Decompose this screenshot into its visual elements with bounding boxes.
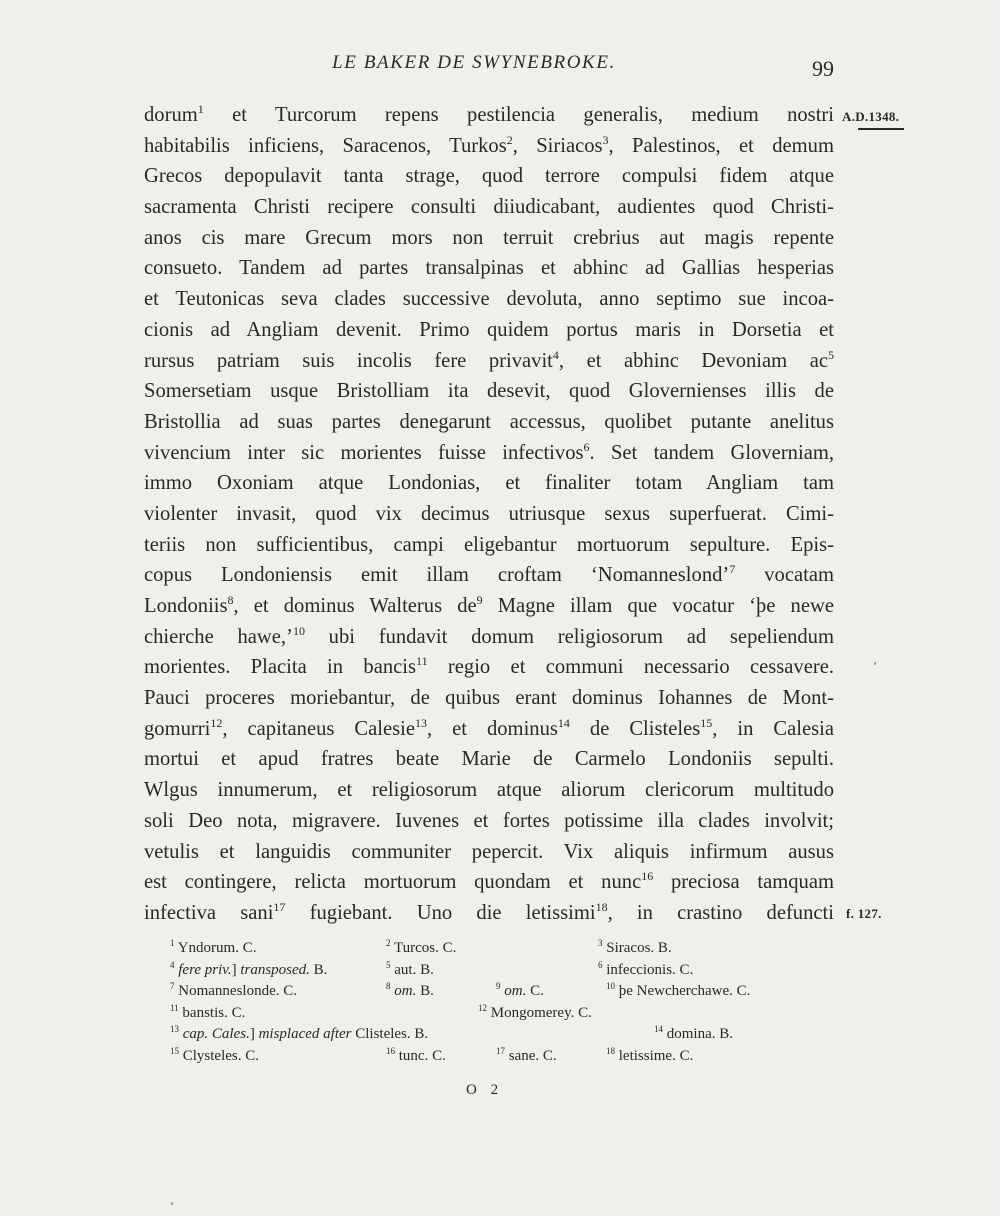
- text-line: [144, 898, 834, 929]
- text-line: [144, 683, 834, 714]
- text-line: [144, 438, 834, 469]
- text-segment: vocatam: [735, 564, 834, 587]
- footnote-text: ]: [231, 961, 241, 978]
- text-segment: preciosa tamquam: [653, 871, 835, 894]
- text-line: [144, 223, 834, 254]
- footnote-text: domina. B.: [663, 1026, 733, 1043]
- text-segment: infectiva sani: [144, 901, 274, 924]
- margin-folio-note: f. 127.: [846, 906, 882, 921]
- text-segment: anos cis mare Grecum mors non terruit crebrius aut magis repente: [144, 226, 834, 249]
- footnote-number: 18: [606, 1045, 615, 1056]
- footnote-ref: 12: [210, 715, 223, 730]
- footnote-text: Siracos. B.: [602, 940, 672, 956]
- text-line: [144, 744, 834, 775]
- footnote-ref: 13: [415, 715, 427, 730]
- text-segment: vetulis et languidis communiter pepercit. Vix aliquis infirmum ausus: [144, 840, 834, 863]
- footnote-row: [170, 1024, 810, 1046]
- text-line: [144, 100, 834, 131]
- text-segment: Wlgus innumerum, et religiosorum atque aliorum clericorum multitudo: [144, 779, 834, 802]
- footnote-number: 6: [598, 959, 603, 970]
- footnote: [598, 938, 672, 960]
- footnote-ref: 14: [557, 715, 570, 730]
- footnote-ref: 3: [602, 132, 609, 147]
- footnote-text: sane. C.: [505, 1047, 557, 1064]
- footnote-number: 4: [170, 959, 175, 970]
- text-segment: Londoniis: [144, 595, 228, 617]
- footnote-ref: 9: [476, 593, 483, 608]
- footnote-number: 13: [170, 1024, 179, 1035]
- text-segment: cionis ad Angliam devenit. Primo quidem portus maris in Dorsetia et: [144, 318, 834, 341]
- text-line: [144, 284, 834, 315]
- footnote: [170, 981, 297, 1003]
- page-number: 99: [812, 56, 834, 81]
- text-segment: fugiebant. Uno die letissimi: [285, 901, 596, 924]
- footnote-text: Nomanneslonde. C.: [174, 983, 297, 1000]
- footnote-text: B.: [309, 961, 328, 978]
- text-line: [144, 652, 834, 683]
- text-segment: ubi fundavit domum religiosorum ad sepeliendum: [304, 625, 834, 648]
- footnote-text: Clysteles. C.: [179, 1047, 260, 1064]
- footnote: [478, 1003, 592, 1025]
- footnote-text: Turcos. C.: [390, 940, 457, 956]
- margin-date-note: A.D.1348.: [842, 109, 900, 124]
- text-line: [144, 591, 834, 622]
- text-segment: morientes. Placita in bancis: [144, 656, 417, 679]
- text-line: [144, 161, 834, 192]
- text-segment: Grecos depopulavit tanta strage, quod terrore compulsi fidem atque: [144, 165, 834, 188]
- text-segment: Magne illam que vocatur ‘þe newe: [482, 595, 834, 617]
- text-segment: rursus patriam suis incolis fere privavit: [144, 349, 553, 372]
- footnote: [386, 960, 434, 982]
- text-segment: , et dominus Walterus de: [233, 595, 477, 617]
- footnote-ref: 17: [273, 900, 286, 915]
- text-line: [144, 867, 834, 898]
- footnote: [496, 981, 544, 1003]
- footnote-ref: 15: [700, 715, 713, 730]
- footnote: [496, 1046, 557, 1068]
- text-segment: habitabilis inficiens, Saracenos, Turkos: [144, 134, 507, 157]
- footnote-number: 8: [386, 981, 391, 992]
- text-line: [144, 376, 834, 407]
- footnote-italic-text: om.: [390, 983, 417, 1000]
- signature-mark: O 2: [466, 1082, 504, 1098]
- footnote: [170, 1024, 428, 1046]
- footnote-number: 9: [496, 981, 501, 992]
- text-line: [144, 346, 834, 377]
- text-segment: dorum: [144, 104, 198, 126]
- footnote: [606, 981, 750, 1003]
- text-line: [144, 837, 834, 868]
- footnote-number: 17: [496, 1045, 505, 1056]
- footnote-number: 7: [170, 981, 175, 992]
- footnote-number: 2: [386, 938, 391, 948]
- text-segment: Pauci proceres moriebantur, de quibus erant dominus Iohannes de Mont-: [144, 687, 834, 710]
- text-segment: , Palestinos, et demum: [608, 134, 834, 157]
- footnote: [606, 1046, 693, 1068]
- footnote-text: C.: [526, 983, 544, 1000]
- text-segment: mortui et apud fratres beate Marie de Carmelo Londoniis sepulti.: [144, 748, 834, 771]
- footnote-text: letissime. C.: [615, 1047, 694, 1064]
- footnote-text: aut. B.: [390, 961, 434, 978]
- text-segment: gomurri: [144, 717, 211, 740]
- text-line: [144, 192, 834, 223]
- text-segment: , Siriacos: [512, 134, 603, 157]
- text-segment: . Set tandem Gloverniam,: [589, 441, 835, 464]
- footnote-number: 1: [170, 938, 175, 948]
- text-line: [144, 131, 834, 162]
- text-line: [144, 714, 834, 745]
- text-segment: et Teutonicas seva clades successive devoluta, anno septimo sue incoa-: [144, 288, 834, 311]
- footnote-text: B.: [416, 983, 434, 1000]
- footnote-number: 16: [386, 1045, 395, 1056]
- text-segment: , et dominus: [427, 717, 558, 740]
- text-segment: , et abhinc Devoniam ac: [558, 349, 828, 372]
- footnote-text: ]: [249, 1026, 259, 1043]
- text-line: [144, 806, 834, 837]
- footnote-italic-text: cap. Cales.: [179, 1026, 250, 1043]
- footnote-ref: 10: [292, 623, 305, 638]
- footnote-row: [170, 1003, 810, 1025]
- text-segment: teriis non sufficientibus, campi eligebantur mortuorum sepulture. Epis-: [144, 533, 834, 556]
- text-segment: , capitaneus Calesie: [222, 717, 415, 740]
- footnote-ref: 6: [583, 439, 590, 454]
- paper-speck: [874, 662, 876, 665]
- running-title: LE BAKER DE SWYNEBROKE.: [332, 52, 616, 73]
- footnote: [386, 981, 434, 1003]
- footnote: [170, 1003, 245, 1025]
- footnote: [386, 938, 456, 960]
- footnote-ref: 16: [641, 869, 654, 884]
- footnote-number: 10: [606, 981, 615, 992]
- text-segment: consueto. Tandem ad partes transalpinas et abhinc ad Gallias hesperias: [144, 257, 834, 280]
- footnote: [170, 960, 327, 982]
- footnote: [170, 938, 256, 960]
- footnote-ref: 11: [416, 654, 428, 669]
- footnote-number: 14: [654, 1024, 663, 1035]
- text-segment: et Turcorum repens pestilencia generalis, medium nostri: [203, 104, 834, 126]
- footnote-italic-text: om.: [500, 983, 527, 1000]
- footnote: [170, 1046, 259, 1068]
- text-line: [144, 622, 834, 653]
- footnote: [386, 1046, 446, 1068]
- footnote-number: 12: [478, 1002, 487, 1013]
- footnote-row: [170, 1046, 810, 1068]
- footnotes: [170, 938, 810, 1068]
- text-line: [144, 775, 834, 806]
- body-text: [144, 100, 834, 929]
- running-head: [144, 50, 834, 84]
- footnote-italic-text: misplaced after: [258, 1026, 352, 1043]
- footnote-italic-text: transposed.: [240, 961, 310, 978]
- footnote-text: tunc. C.: [395, 1047, 446, 1064]
- footnote-row: [170, 981, 810, 1003]
- text-segment: Bristollia ad suas partes denegarunt accessus, quolibet putante anelitus: [144, 410, 834, 433]
- footnote-ref: 5: [828, 347, 834, 362]
- text-segment: sacramenta Christi recipere consulti diiudicabant, audientes quod Christi-: [144, 196, 834, 219]
- footnote-ref: 7: [729, 562, 736, 577]
- footnote-text: þe Newcherchawe. C.: [615, 983, 751, 1000]
- text-segment: vivencium inter sic morientes fuisse infectivos: [144, 441, 584, 464]
- text-segment: immo Oxoniam atque Londonias, et finaliter totam Angliam tam: [144, 472, 834, 495]
- footnote-row: [170, 938, 810, 960]
- text-line: [144, 407, 834, 438]
- footnote-number: 15: [170, 1045, 179, 1056]
- footnote-text: banstis. C.: [178, 1004, 246, 1021]
- footnote-ref: 2: [506, 132, 513, 147]
- text-segment: regio et communi necessario cessavere.: [427, 656, 834, 679]
- text-segment: copus Londoniensis emit illam croftam ‘Nomanneslond’: [144, 564, 730, 587]
- footnote-text: Clisteles. B.: [351, 1026, 429, 1043]
- footnote: [598, 960, 693, 982]
- footnote-italic-text: fere priv.: [174, 961, 232, 978]
- paper-speck: [171, 1202, 173, 1205]
- text-segment: de Clisteles: [569, 717, 701, 740]
- footnote-number: 3: [598, 938, 603, 948]
- footnote-row: [170, 960, 810, 982]
- footnote: [654, 1024, 733, 1046]
- footnote-text: Yndorum. C.: [174, 940, 257, 956]
- text-segment: , in Calesia: [712, 717, 834, 740]
- footnote-ref: 8: [227, 593, 234, 608]
- text-line: [144, 499, 834, 530]
- text-line: [144, 530, 834, 561]
- footnote-number: 11: [170, 1002, 179, 1013]
- footnote-text: infeccionis. C.: [602, 961, 694, 978]
- footnote-ref: 1: [197, 102, 204, 117]
- footnote-ref: 4: [552, 347, 559, 362]
- text-line: [144, 315, 834, 346]
- text-segment: est contingere, relicta mortuorum quondam et nunc: [144, 871, 642, 894]
- text-line: [144, 253, 834, 284]
- text-segment: violenter invasit, quod vix decimus utriusque sexus superfuerat. Cimi-: [144, 502, 834, 525]
- text-segment: Somersetiam usque Bristolliam ita desevit, quod Glovernienses illis de: [144, 380, 834, 403]
- text-line: [144, 560, 834, 591]
- text-segment: soli Deo nota, migravere. Iuvenes et fortes potissime illa clades involvit;: [144, 809, 834, 832]
- footnote-text: Mongomerey. C.: [487, 1004, 592, 1021]
- text-segment: chierche hawe,’: [144, 625, 293, 648]
- margin-rule: [858, 128, 904, 130]
- footnote-ref: 18: [595, 900, 608, 915]
- text-line: [144, 468, 834, 499]
- footnote-number: 5: [386, 959, 391, 970]
- text-segment: , in crastino defuncti: [607, 901, 834, 924]
